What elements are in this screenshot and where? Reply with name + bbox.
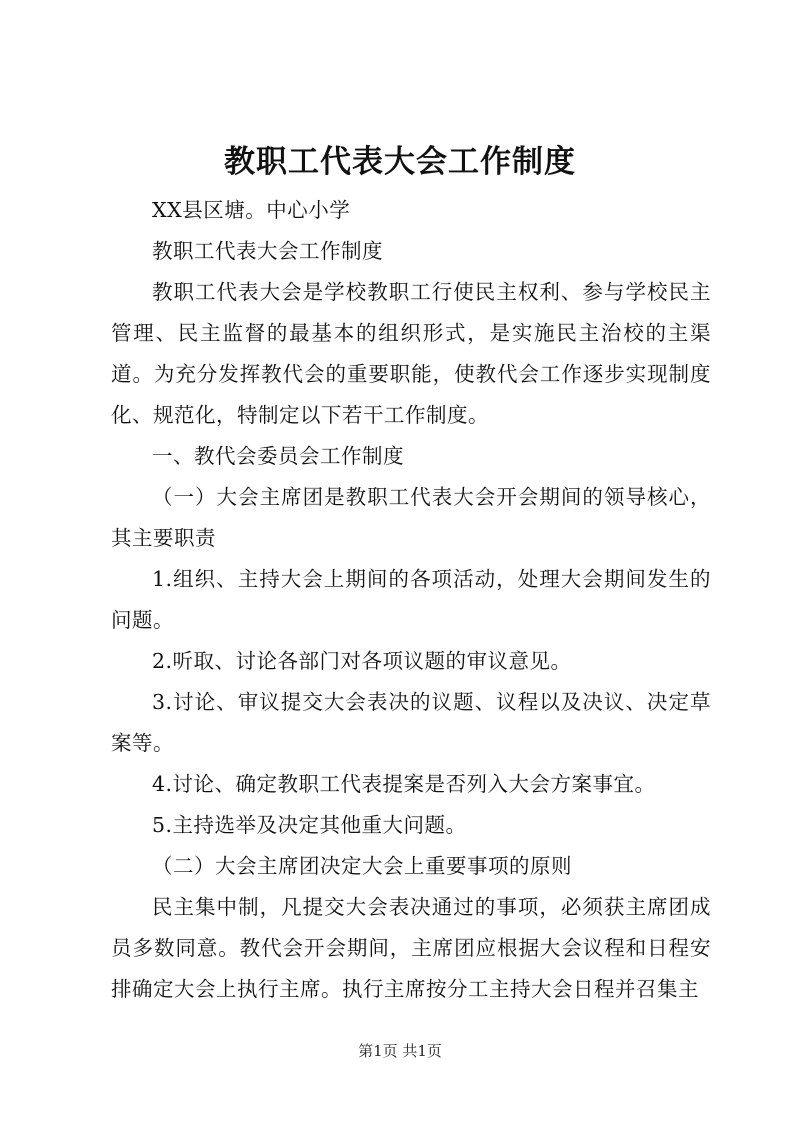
paragraph-subtitle: 教职工代表大会工作制度: [152, 239, 383, 263]
section-heading-1: 一、教代会委员会工作制度: [152, 444, 404, 468]
paragraph-principle: 民主集中制，凡提交大会表决通过的事项，必须获主席团成员多数同意。教代会开会期间，主席团应根据大会议程和日程安排确定大会上执行主席。执行主席按分工主持大会日程并召集主: [111, 895, 711, 1001]
list-item-1: 1.组织、主持大会上期间的各项活动，处理大会期间发生的问题。: [111, 567, 711, 632]
paragraph-school-name: XX县区塘。中心小学: [152, 198, 351, 222]
document-body: [111, 190, 711, 1010]
paragraph-intro: 教职工代表大会是学校教职工行使民主权利、参与学校民主管理、民主监督的最基本的组织形式，是实施民主治校的主渠道。为充分发挥教代会的重要职能，使教代会工作逐步实现制度化、规范化，特制定以下若干工作制度。: [111, 280, 711, 427]
list-item-2: 2.听取、讨论各部门对各项议题的审议意见。: [152, 649, 572, 673]
document-title: 教职工代表大会工作制度: [224, 144, 576, 180]
subsection-heading-2: （二）大会主席团决定大会上重要事项的原则: [152, 854, 572, 878]
list-item-4: 4.讨论、确定教职工代表提案是否列入大会方案事宜。: [152, 772, 656, 796]
list-item-3: 3.讨论、审议提交大会表决的议题、议程以及决议、决定草案等。: [111, 690, 711, 755]
page-footer: 第1页 共1页: [358, 1042, 442, 1060]
list-item-5: 5.主持选举及决定其他重大问题。: [152, 813, 467, 837]
subsection-heading-1: （一）大会主席团是教职工代表大会开会期间的领导核心，其主要职责: [111, 485, 711, 550]
